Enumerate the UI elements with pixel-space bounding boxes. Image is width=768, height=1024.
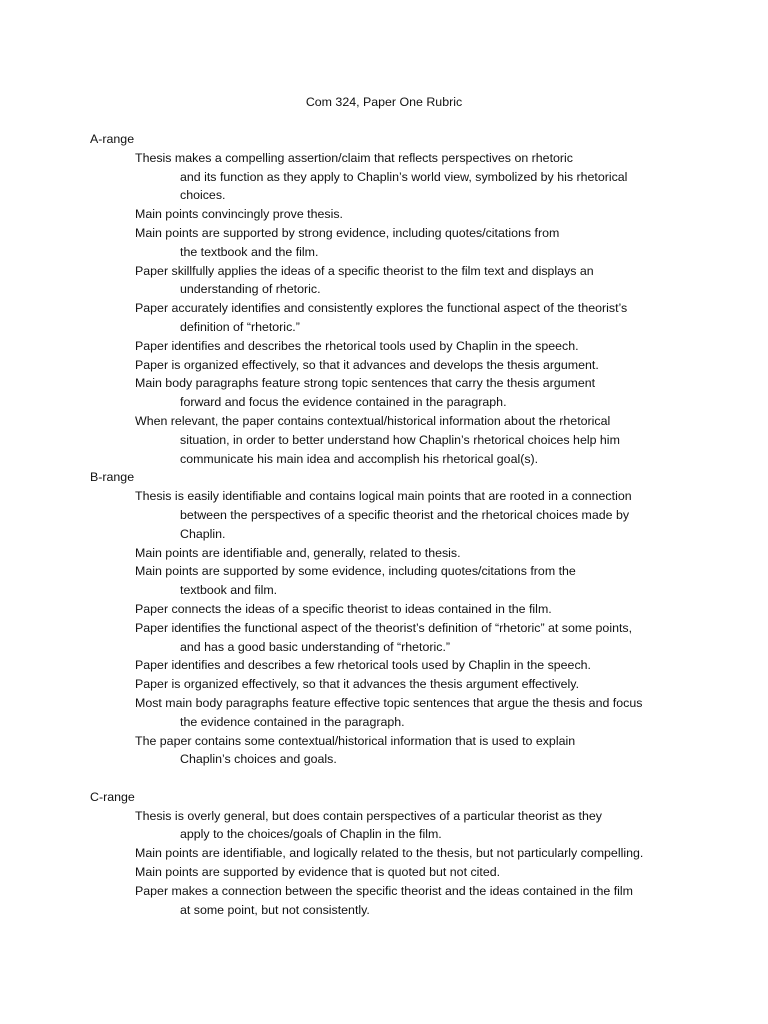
criterion-text: Main points convincingly prove thesis. (135, 207, 343, 222)
criterion-item (90, 224, 750, 262)
section-heading: C-range (90, 789, 135, 804)
criterion-continuation: communicate his main idea and accomplish his rhetorical goal(s). (180, 451, 539, 466)
criterion-text: Main points are supported by some evidence, including quotes/citations from the (135, 564, 576, 579)
criterion-item (90, 807, 750, 845)
criterion-continuation: Chaplin’s choices and goals. (180, 752, 337, 767)
criterion-continuation: apply to the choices/goals of Chaplin in the film. (180, 827, 442, 842)
criterion-continuation: Chaplin. (180, 526, 226, 541)
criterion-item (90, 675, 750, 694)
rubric-section-a-range (90, 130, 750, 468)
criterion-text: Thesis is overly general, but does contain perspectives of a particular theorist as they (135, 808, 602, 823)
criterion-continuation: and has a good basic understanding of “rhetoric.” (180, 639, 451, 654)
criterion-item (90, 882, 750, 920)
criterion-text: Main points are supported by evidence that is quoted but not cited. (135, 865, 501, 880)
criterion-continuation: choices. (180, 188, 226, 203)
criterion-text: Paper makes a connection between the specific theorist and the ideas contained in the film (135, 883, 633, 898)
criterion-item (90, 656, 750, 675)
criterion-text: Paper accurately identifies and consistently explores the functional aspect of the theorist’s (135, 301, 628, 316)
section-heading: A-range (90, 132, 135, 146)
criteria-list (90, 149, 750, 469)
criteria-list (90, 487, 750, 769)
criterion-item (90, 619, 750, 657)
criterion-text: Most main body paragraphs feature effective topic sentences that argue the thesis and focus (135, 695, 643, 710)
criterion-text: Thesis is easily identifiable and contains logical main points that are rooted in a connection (135, 489, 632, 504)
criterion-item (90, 694, 750, 732)
section-heading: B-range (90, 470, 135, 485)
criterion-item (90, 562, 750, 600)
criterion-item (90, 863, 750, 882)
rubric-section-c-range (90, 788, 750, 920)
criterion-text: Paper skillfully applies the ideas of a specific theorist to the film text and displays an (135, 263, 594, 278)
criterion-continuation: understanding of rhetoric. (180, 282, 321, 297)
criterion-continuation: the textbook and the film. (180, 244, 319, 259)
criterion-item (90, 299, 750, 337)
section-spacer (90, 769, 750, 788)
criterion-text: The paper contains some contextual/historical information that is used to explain (135, 733, 576, 748)
criterion-text: Paper identifies and describes a few rhetorical tools used by Chaplin in the speech. (135, 658, 591, 673)
criteria-list (90, 807, 750, 920)
criterion-item (90, 844, 750, 863)
criterion-item (90, 149, 750, 205)
criterion-text: Paper connects the ideas of a specific theorist to ideas contained in the film. (135, 601, 552, 616)
criterion-continuation: textbook and film. (180, 583, 278, 598)
criterion-item (90, 412, 750, 468)
criterion-item (90, 732, 750, 770)
criterion-text: Main points are supported by strong evidence, including quotes/citations from (135, 225, 560, 240)
criterion-continuation: situation, in order to better understand how Chaplin’s rhetorical choices help him (180, 432, 620, 447)
criterion-text: When relevant, the paper contains contextual/historical information about the rhetorical (135, 413, 611, 428)
rubric-section-b-range (90, 468, 750, 769)
criterion-item (90, 487, 750, 543)
criterion-continuation: the evidence contained in the paragraph. (180, 714, 405, 729)
criterion-item (90, 374, 750, 412)
criterion-text: Main points are identifiable and, generally, related to thesis. (135, 545, 461, 560)
criterion-item (90, 544, 750, 563)
document-title: Com 324, Paper One Rubric (305, 95, 463, 109)
criterion-item (90, 356, 750, 375)
criterion-text: Main points are identifiable, and logically related to the thesis, but not particularly compelling. (135, 846, 644, 861)
criterion-item (90, 600, 750, 619)
criterion-text: Paper identifies the functional aspect of the theorist’s definition of “rhetoric” at some points, (135, 620, 633, 635)
criterion-text: Thesis makes a compelling assertion/claim that reflects perspectives on rhetoric (135, 150, 573, 165)
criterion-continuation: forward and focus the evidence contained in the paragraph. (180, 395, 507, 410)
criterion-text: Main body paragraphs feature strong topic sentences that carry the thesis argument (135, 376, 596, 391)
criterion-item (90, 262, 750, 300)
criterion-text: Paper is organized effectively, so that it advances and develops the thesis argument. (135, 357, 599, 372)
criterion-item (90, 205, 750, 224)
rubric-content (90, 130, 750, 919)
criterion-continuation: at some point, but not consistently. (180, 902, 370, 917)
criterion-continuation: and its function as they apply to Chaplin’s world view, symbolized by his rhetorical (180, 169, 628, 184)
criterion-continuation: between the perspectives of a specific theorist and the rhetorical choices made by (180, 507, 630, 522)
criterion-item (90, 337, 750, 356)
criterion-continuation: definition of “rhetoric.” (180, 319, 300, 334)
criterion-text: Paper identifies and describes the rhetorical tools used by Chaplin in the speech. (135, 338, 579, 353)
criterion-text: Paper is organized effectively, so that it advances the thesis argument effectively. (135, 677, 580, 692)
